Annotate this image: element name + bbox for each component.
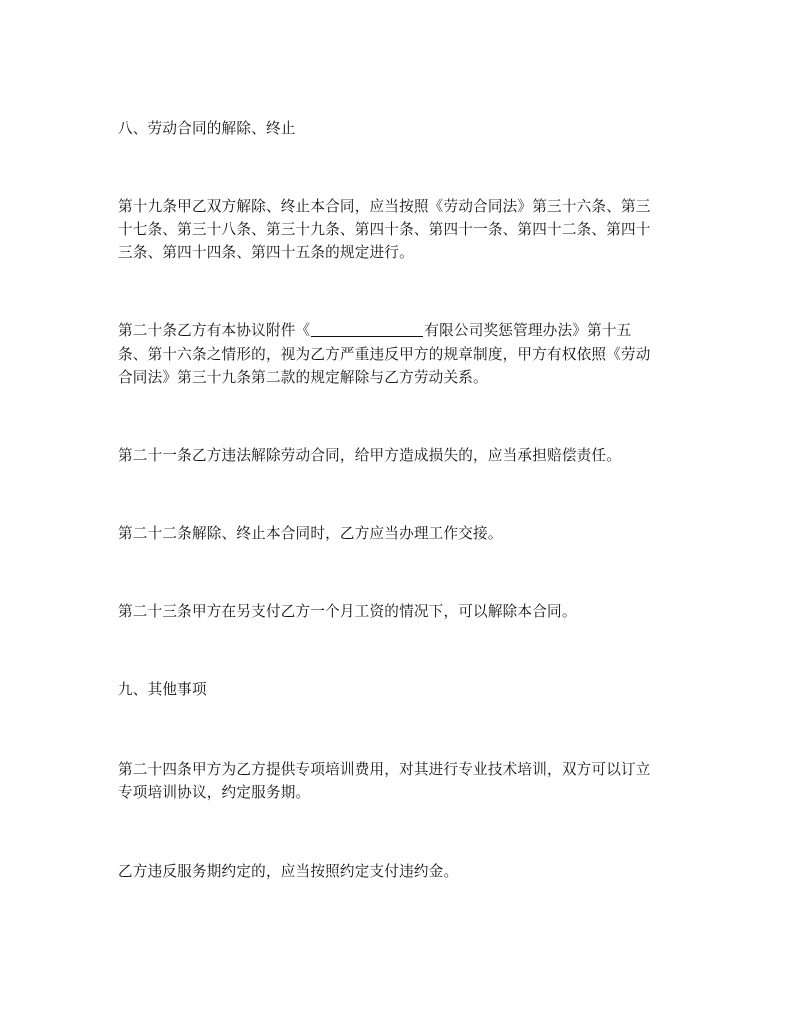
article-24-line-2: 专项培训协议，约定服务期。 xyxy=(118,784,311,801)
article-20-line-1 xyxy=(118,320,688,342)
section-9-heading: 九、其他事项 xyxy=(118,681,207,698)
section-8-heading: 八、劳动合同的解除、终止 xyxy=(118,120,296,137)
article-22: 第二十二条解除、终止本合同时，乙方应当办理工作交接。 xyxy=(118,525,503,542)
article-20-line-3: 合同法》第三十九条第二款的规定解除与乙方劳动关系。 xyxy=(118,369,488,386)
article-21: 第二十一条乙方违法解除劳动合同，给甲方造成损失的，应当承担赔偿责任。 xyxy=(118,447,621,464)
article-19-line-2: 十七条、第三十八条、第三十九条、第四十条、第四十一条、第四十二条、第四十 xyxy=(118,221,651,238)
article-19-line-3: 三条、第四十四条、第四十五条的规定进行。 xyxy=(118,244,414,261)
article-19-line-1: 第十九条甲乙双方解除、终止本合同，应当按照《劳动合同法》第三十六条、第三 xyxy=(118,198,651,215)
article-24-line-1: 第二十四条甲方为乙方提供专项培训费用，对其进行专业技术培训，双方可以订立 xyxy=(118,761,651,778)
penalty-clause: 乙方违反服务期约定的，应当按照约定支付违约金。 xyxy=(118,863,459,880)
article-23: 第二十三条甲方在另支付乙方一个月工资的情况下，可以解除本合同。 xyxy=(118,603,577,620)
article-20-line-1-before-blank: 第二十条乙方有本协议附件《 xyxy=(118,322,311,339)
article-20-line-1-after-blank: 有限公司奖惩管理办法》第十五 xyxy=(424,322,632,339)
article-20-line-2: 条、第十六条之情形的，视为乙方严重违反甲方的规章制度，甲方有权依照《劳动 xyxy=(118,346,651,363)
fill-in-blank xyxy=(311,322,423,337)
